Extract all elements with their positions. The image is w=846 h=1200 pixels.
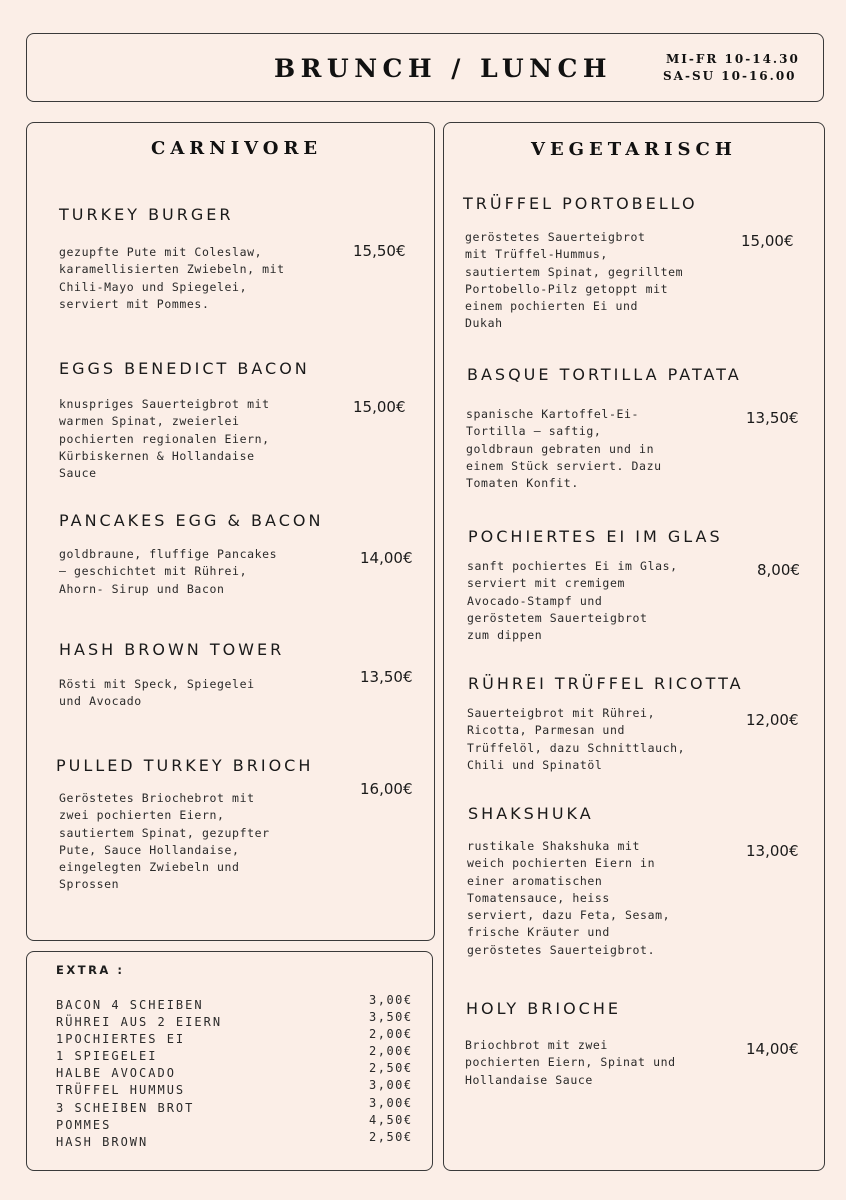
item-description: Rösti mit Speck, Spiegelei und Avocado xyxy=(59,677,255,709)
item-price: 13,50€ xyxy=(360,668,413,686)
extra-item-name: RÜHREI AUS 2 EIERN xyxy=(56,1015,223,1030)
item-description: goldbraune, fluffige Pancakes – geschichtet mit Rührei, Ahorn- Sirup und Bacon xyxy=(59,547,278,596)
extra-title: EXTRA : xyxy=(56,963,125,977)
item-price: 15,00€ xyxy=(353,398,406,416)
extra-item-price: 3,00€ xyxy=(369,1095,413,1110)
extra-item-price: 3,00€ xyxy=(369,993,413,1007)
item-description: gezupfte Pute mit Coleslaw, karamellisierten Zwiebeln, mit Chili-Mayo und Spiegelei, serviert mit Pommes. xyxy=(59,245,285,311)
extra-item-price: 2,00€ xyxy=(369,1044,413,1059)
item-price: 12,00€ xyxy=(746,711,799,729)
item-name: PANCAKES EGG & BACON xyxy=(59,511,324,530)
extra-prices-list xyxy=(369,992,413,1146)
extra-item-name: 3 SCHEIBEN BROT xyxy=(56,1100,195,1115)
item-name: EGGS BENEDICT BACON xyxy=(59,359,310,378)
item-price: 15,50€ xyxy=(353,242,406,260)
item-description: Briochbrot mit zwei pochierten Eiern, Spinat und Hollandaise Sauce xyxy=(465,1038,676,1087)
extra-item-price: 3,50€ xyxy=(369,1010,413,1025)
extra-item-price: 3,00€ xyxy=(369,1078,413,1093)
extra-item-price: 2,50€ xyxy=(369,1129,413,1144)
item-price: 14,00€ xyxy=(360,549,413,567)
item-name: BASQUE TORTILLA PATATA xyxy=(467,365,742,384)
hours-weekend: SA-SU 10-16.00 xyxy=(663,69,797,83)
item-name: SHAKSHUKA xyxy=(468,804,594,823)
item-description: spanische Kartoffel-Ei- Tortilla – saftig, goldbraun gebraten und in einem Stück serviert. Dazu Tomaten Konfit. xyxy=(466,407,662,491)
menu-title: BRUNCH / LUNCH xyxy=(274,54,612,83)
item-name: TURKEY BURGER xyxy=(59,205,234,224)
extra-item-name: 1POCHIERTES EI xyxy=(56,1032,186,1047)
item-price: 16,00€ xyxy=(360,780,413,798)
carnivore-title: CARNIVORE xyxy=(151,138,323,159)
item-price: 15,00€ xyxy=(741,232,794,250)
item-description: geröstetes Sauerteigbrot mit Trüffel-Hummus, sautiertem Spinat, gegrilltem Portobello-Pilz getoppt mit einem pochierten Ei und Dukah xyxy=(465,230,684,331)
extra-item-price: 2,00€ xyxy=(369,1027,413,1042)
extra-item-name: TRÜFFEL HUMMUS xyxy=(56,1083,186,1098)
item-name: RÜHREI TRÜFFEL RICOTTA xyxy=(468,674,744,693)
extra-item-name: 1 SPIEGELEI xyxy=(56,1049,158,1064)
item-price: 13,50€ xyxy=(746,409,799,427)
vegetarisch-title: VEGETARISCH xyxy=(531,139,737,160)
item-name: HASH BROWN TOWER xyxy=(59,640,285,659)
item-name: POCHIERTES EI IM GLAS xyxy=(468,527,723,546)
item-description: knuspriges Sauerteigbrot mit warmen Spinat, zweierlei pochierten regionalen Eiern, Kürbiskernen & Hollandaise Sauce xyxy=(59,397,270,481)
item-description: Geröstetes Briochebrot mit zwei pochierten Eiern, sautiertem Spinat, gezupfter Pute, Sauce Hollandaise, eingelegten Zwiebeln und Sprossen xyxy=(59,791,270,892)
extra-names-list xyxy=(56,997,222,1151)
item-description: sanft pochiertes Ei im Glas, serviert mit cremigem Avocado-Stampf und geröstetem Sauerteigbrot zum dippen xyxy=(467,559,678,643)
item-price: 13,00€ xyxy=(746,842,799,860)
item-name: TRÜFFEL PORTOBELLO xyxy=(463,194,698,213)
item-description: Sauerteigbrot mit Rührei, Ricotta, Parmesan und Trüffelöl, dazu Schnittlauch, Chili und Spinatöl xyxy=(467,706,686,772)
item-name: HOLY BRIOCHE xyxy=(466,999,621,1018)
item-description: rustikale Shakshuka mit weich pochierten Eiern in einer aromatischen Tomatensauce, heiss serviert, dazu Feta, Sesam, frische Kräuter und geröstetes Sauerteigbrot. xyxy=(467,839,671,957)
item-price: 8,00€ xyxy=(757,561,800,579)
extra-item-name: BACON 4 SCHEIBEN xyxy=(56,998,204,1012)
extra-item-price: 4,50€ xyxy=(369,1112,413,1127)
hours-weekday: MI-FR 10-14.30 xyxy=(666,52,800,66)
extra-item-name: POMMES xyxy=(56,1117,112,1132)
item-price: 14,00€ xyxy=(746,1040,799,1058)
item-name: PULLED TURKEY BRIOCH xyxy=(56,756,314,775)
extra-item-name: HALBE AVOCADO xyxy=(56,1066,176,1081)
extra-item-name: HASH BROWN xyxy=(56,1134,149,1149)
extra-item-price: 2,50€ xyxy=(369,1061,413,1076)
